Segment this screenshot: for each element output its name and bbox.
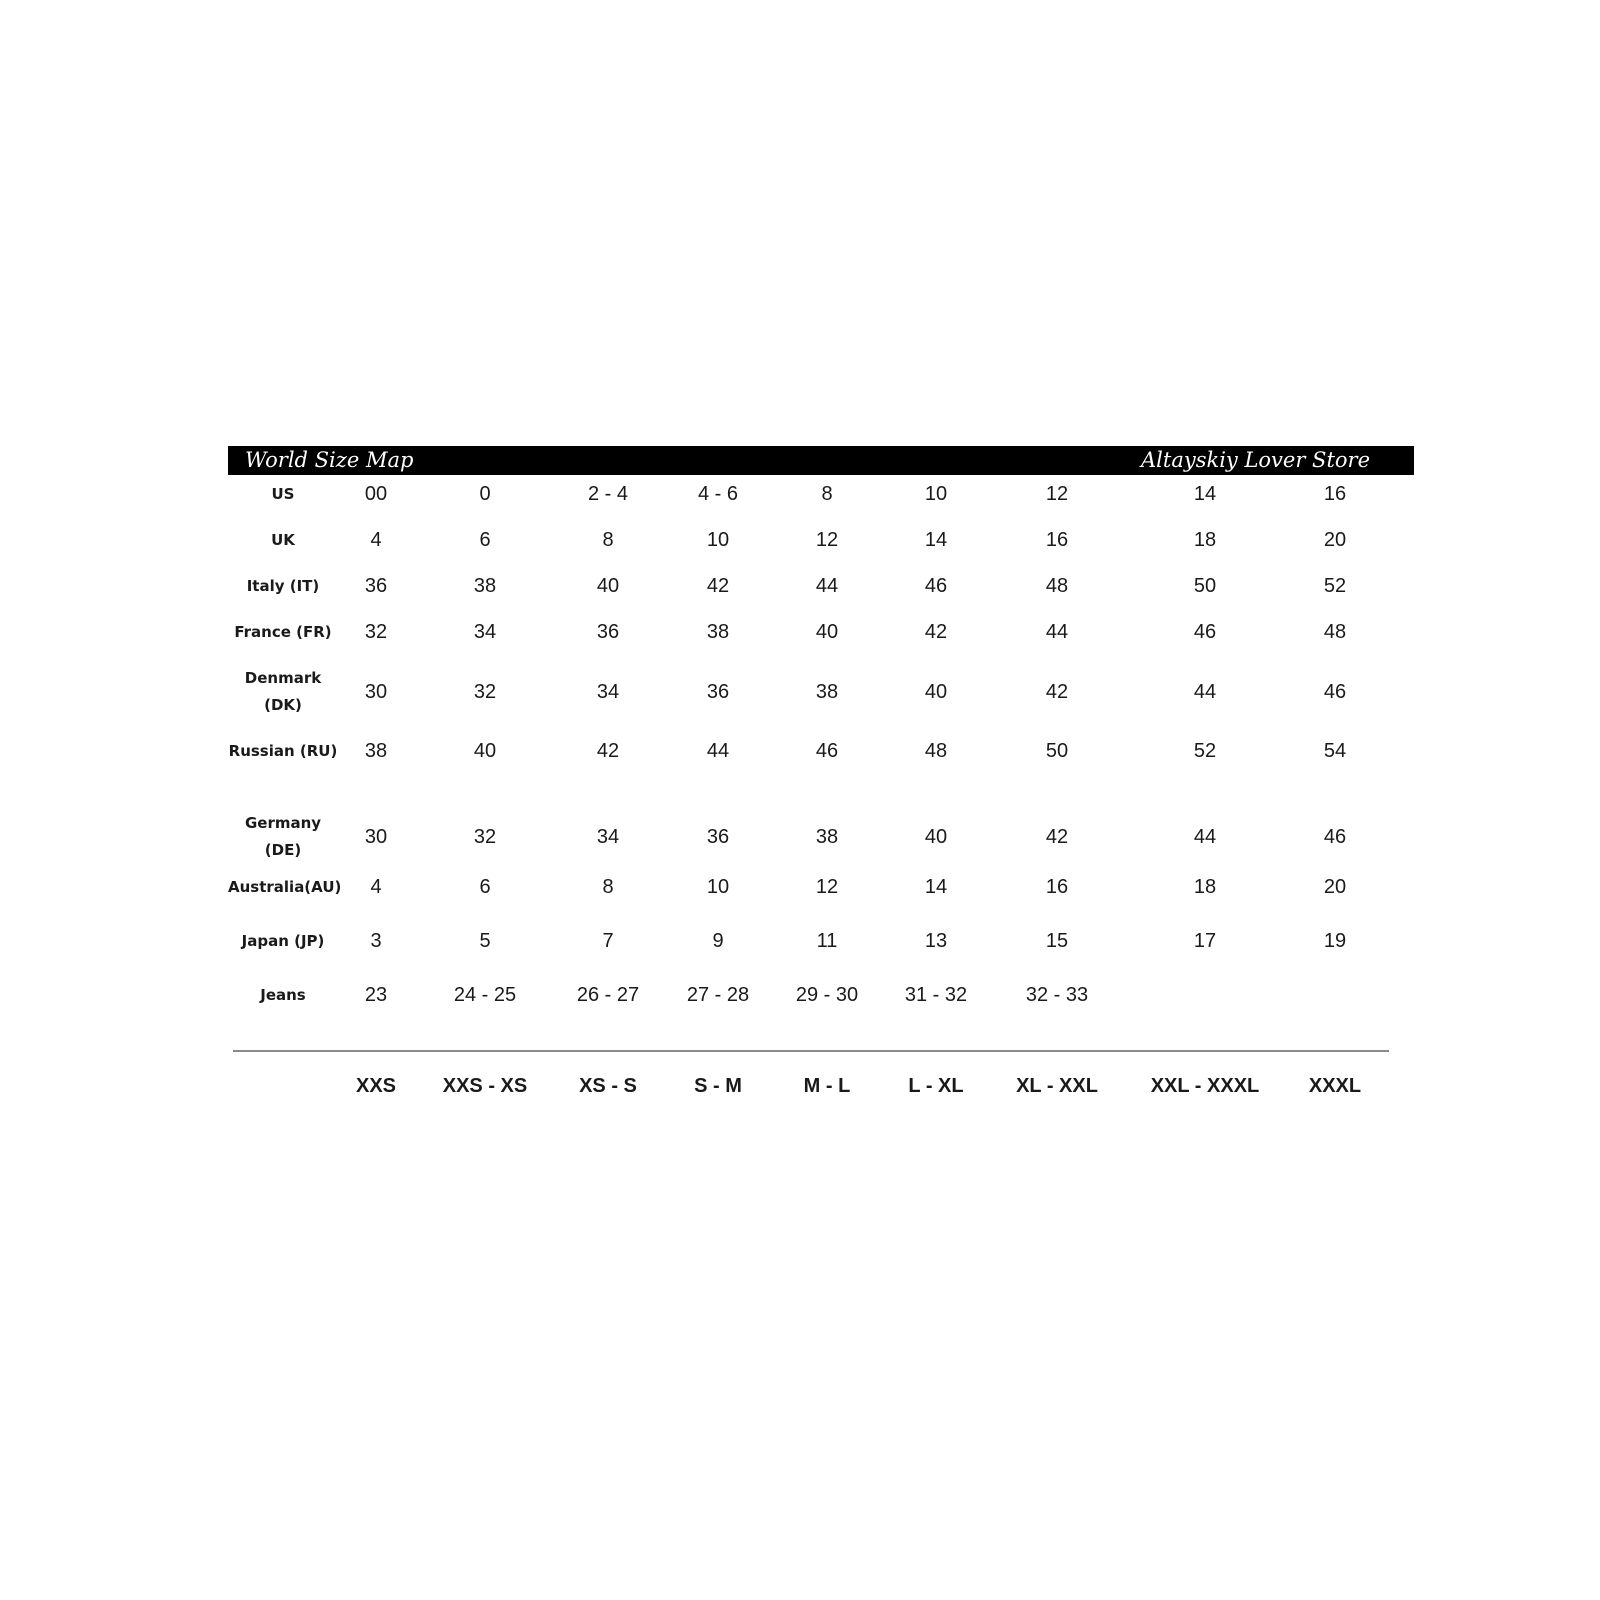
size-value-cell: 10	[706, 529, 730, 551]
size-value-cell: 44	[1193, 826, 1217, 848]
row-label: France (FR)	[234, 623, 332, 641]
letter-size-cell: M - L	[803, 1075, 851, 1097]
size-value-cell: 10	[706, 876, 730, 898]
size-value-cell: 5	[479, 930, 491, 952]
size-value-cell: 12	[815, 876, 839, 898]
size-value-cell: 40	[815, 621, 839, 643]
table-row	[228, 982, 1414, 1009]
row-label: Australia(AU)	[228, 878, 342, 896]
size-value-cell: 42	[924, 621, 948, 643]
divider	[233, 1050, 1389, 1052]
size-value-cell: 46	[815, 740, 839, 762]
size-value-cell: 4	[370, 876, 382, 898]
table-row	[228, 928, 1414, 955]
size-value-cell: 8	[602, 529, 614, 551]
size-value-cell: 7	[602, 930, 614, 952]
row-label: Italy (IT)	[246, 577, 320, 595]
size-value-cell: 38	[364, 740, 388, 762]
size-value-cell: 46	[1193, 621, 1217, 643]
size-value-cell: 8	[821, 483, 833, 505]
size-value-cell: 6	[479, 529, 491, 551]
letter-size-cell: XXXL	[1308, 1075, 1362, 1097]
letter-size-cell: XXL - XXXL	[1150, 1075, 1260, 1097]
letter-size-row	[228, 1073, 1414, 1100]
row-label: Denmark (DK)	[244, 669, 322, 714]
size-value-cell: 2 - 4	[587, 483, 629, 505]
row-label: Jeans	[260, 986, 306, 1004]
size-value-cell: 34	[596, 826, 620, 848]
size-value-cell: 40	[596, 575, 620, 597]
size-value-cell: 11	[816, 930, 838, 952]
size-value-cell: 20	[1323, 529, 1347, 551]
size-value-cell: 46	[1323, 826, 1347, 848]
size-value-cell: 32	[473, 826, 497, 848]
size-value-cell: 27 - 28	[686, 984, 750, 1006]
table-row	[228, 665, 1414, 719]
size-value-cell: 42	[596, 740, 620, 762]
size-value-cell: 15	[1045, 930, 1069, 952]
size-value-cell: 34	[596, 681, 620, 703]
size-value-cell: 16	[1045, 529, 1069, 551]
title-bar	[228, 446, 1414, 475]
size-value-cell: 36	[706, 826, 730, 848]
letter-size-cell: XXS - XS	[442, 1075, 528, 1097]
size-value-cell: 36	[706, 681, 730, 703]
size-value-cell: 52	[1323, 575, 1347, 597]
size-value-cell: 3	[370, 930, 382, 952]
size-value-cell: 17	[1193, 930, 1217, 952]
size-value-cell: 40	[924, 681, 948, 703]
size-value-cell: 26 - 27	[576, 984, 640, 1006]
row-label: Germany (DE)	[244, 814, 322, 859]
row-label: Japan (JP)	[241, 932, 325, 950]
row-label: UK	[271, 531, 295, 549]
size-value-cell: 32	[473, 681, 497, 703]
size-value-cell: 20	[1323, 876, 1347, 898]
size-value-cell: 30	[364, 826, 388, 848]
size-value-cell: 23	[364, 984, 388, 1006]
size-value-cell: 8	[602, 876, 614, 898]
size-value-cell: 16	[1323, 483, 1347, 505]
size-value-cell: 30	[364, 681, 388, 703]
size-value-cell: 34	[473, 621, 497, 643]
store-name: Altayskiy Lover Store	[1141, 448, 1370, 472]
letter-size-cell: L - XL	[908, 1075, 964, 1097]
size-value-cell: 12	[815, 529, 839, 551]
row-label: US	[271, 485, 295, 503]
size-value-cell: 16	[1045, 876, 1069, 898]
size-value-cell: 40	[473, 740, 497, 762]
size-value-cell: 36	[364, 575, 388, 597]
size-value-cell: 32 - 33	[1025, 984, 1089, 1006]
size-value-cell: 36	[596, 621, 620, 643]
letter-size-cell: S - M	[694, 1075, 742, 1097]
table-row	[228, 738, 1414, 765]
size-value-cell: 48	[924, 740, 948, 762]
table-row	[228, 573, 1414, 600]
size-value-cell: 19	[1323, 930, 1347, 952]
size-value-cell: 13	[924, 930, 948, 952]
size-value-cell: 40	[924, 826, 948, 848]
size-value-cell: 38	[815, 681, 839, 703]
size-value-cell: 48	[1323, 621, 1347, 643]
size-value-cell: 31 - 32	[904, 984, 968, 1006]
size-value-cell: 18	[1193, 529, 1217, 551]
size-value-cell: 6	[479, 876, 491, 898]
row-label: Russian (RU)	[228, 742, 338, 760]
size-value-cell: 42	[1045, 826, 1069, 848]
table-row	[228, 810, 1414, 864]
size-value-cell: 54	[1323, 740, 1347, 762]
size-value-cell: 44	[815, 575, 839, 597]
size-value-cell: 12	[1045, 483, 1069, 505]
size-value-cell: 14	[1193, 483, 1217, 505]
letter-size-cell: XS - S	[579, 1075, 637, 1097]
size-value-cell: 14	[924, 529, 948, 551]
size-value-cell: 50	[1193, 575, 1217, 597]
size-value-cell: 38	[815, 826, 839, 848]
size-value-cell: 42	[706, 575, 730, 597]
size-value-cell: 4	[370, 529, 382, 551]
size-value-cell: 18	[1193, 876, 1217, 898]
size-value-cell: 10	[924, 483, 948, 505]
size-value-cell: 00	[364, 483, 388, 505]
size-value-cell: 14	[924, 876, 948, 898]
size-value-cell: 0	[479, 483, 491, 505]
size-value-cell: 46	[924, 575, 948, 597]
size-value-cell: 52	[1193, 740, 1217, 762]
size-value-cell: 48	[1045, 575, 1069, 597]
table-row	[228, 619, 1414, 646]
table-row	[228, 481, 1414, 508]
size-value-cell: 9	[712, 930, 724, 952]
letter-size-cell: XXS	[355, 1075, 397, 1097]
size-value-cell: 44	[1045, 621, 1069, 643]
size-value-cell: 24 - 25	[453, 984, 517, 1006]
size-value-cell: 4 - 6	[697, 483, 739, 505]
size-value-cell: 44	[706, 740, 730, 762]
size-value-cell: 44	[1193, 681, 1217, 703]
size-value-cell: 50	[1045, 740, 1069, 762]
size-value-cell: 32	[364, 621, 388, 643]
size-value-cell: 38	[473, 575, 497, 597]
chart-title: World Size Map	[245, 448, 414, 472]
letter-size-cell: XL - XXL	[1016, 1075, 1098, 1097]
table-row	[228, 874, 1414, 901]
size-value-cell: 46	[1323, 681, 1347, 703]
table-row	[228, 527, 1414, 554]
size-value-cell: 42	[1045, 681, 1069, 703]
world-size-map	[228, 446, 1414, 1126]
size-value-cell: 38	[706, 621, 730, 643]
size-value-cell: 29 - 30	[795, 984, 859, 1006]
